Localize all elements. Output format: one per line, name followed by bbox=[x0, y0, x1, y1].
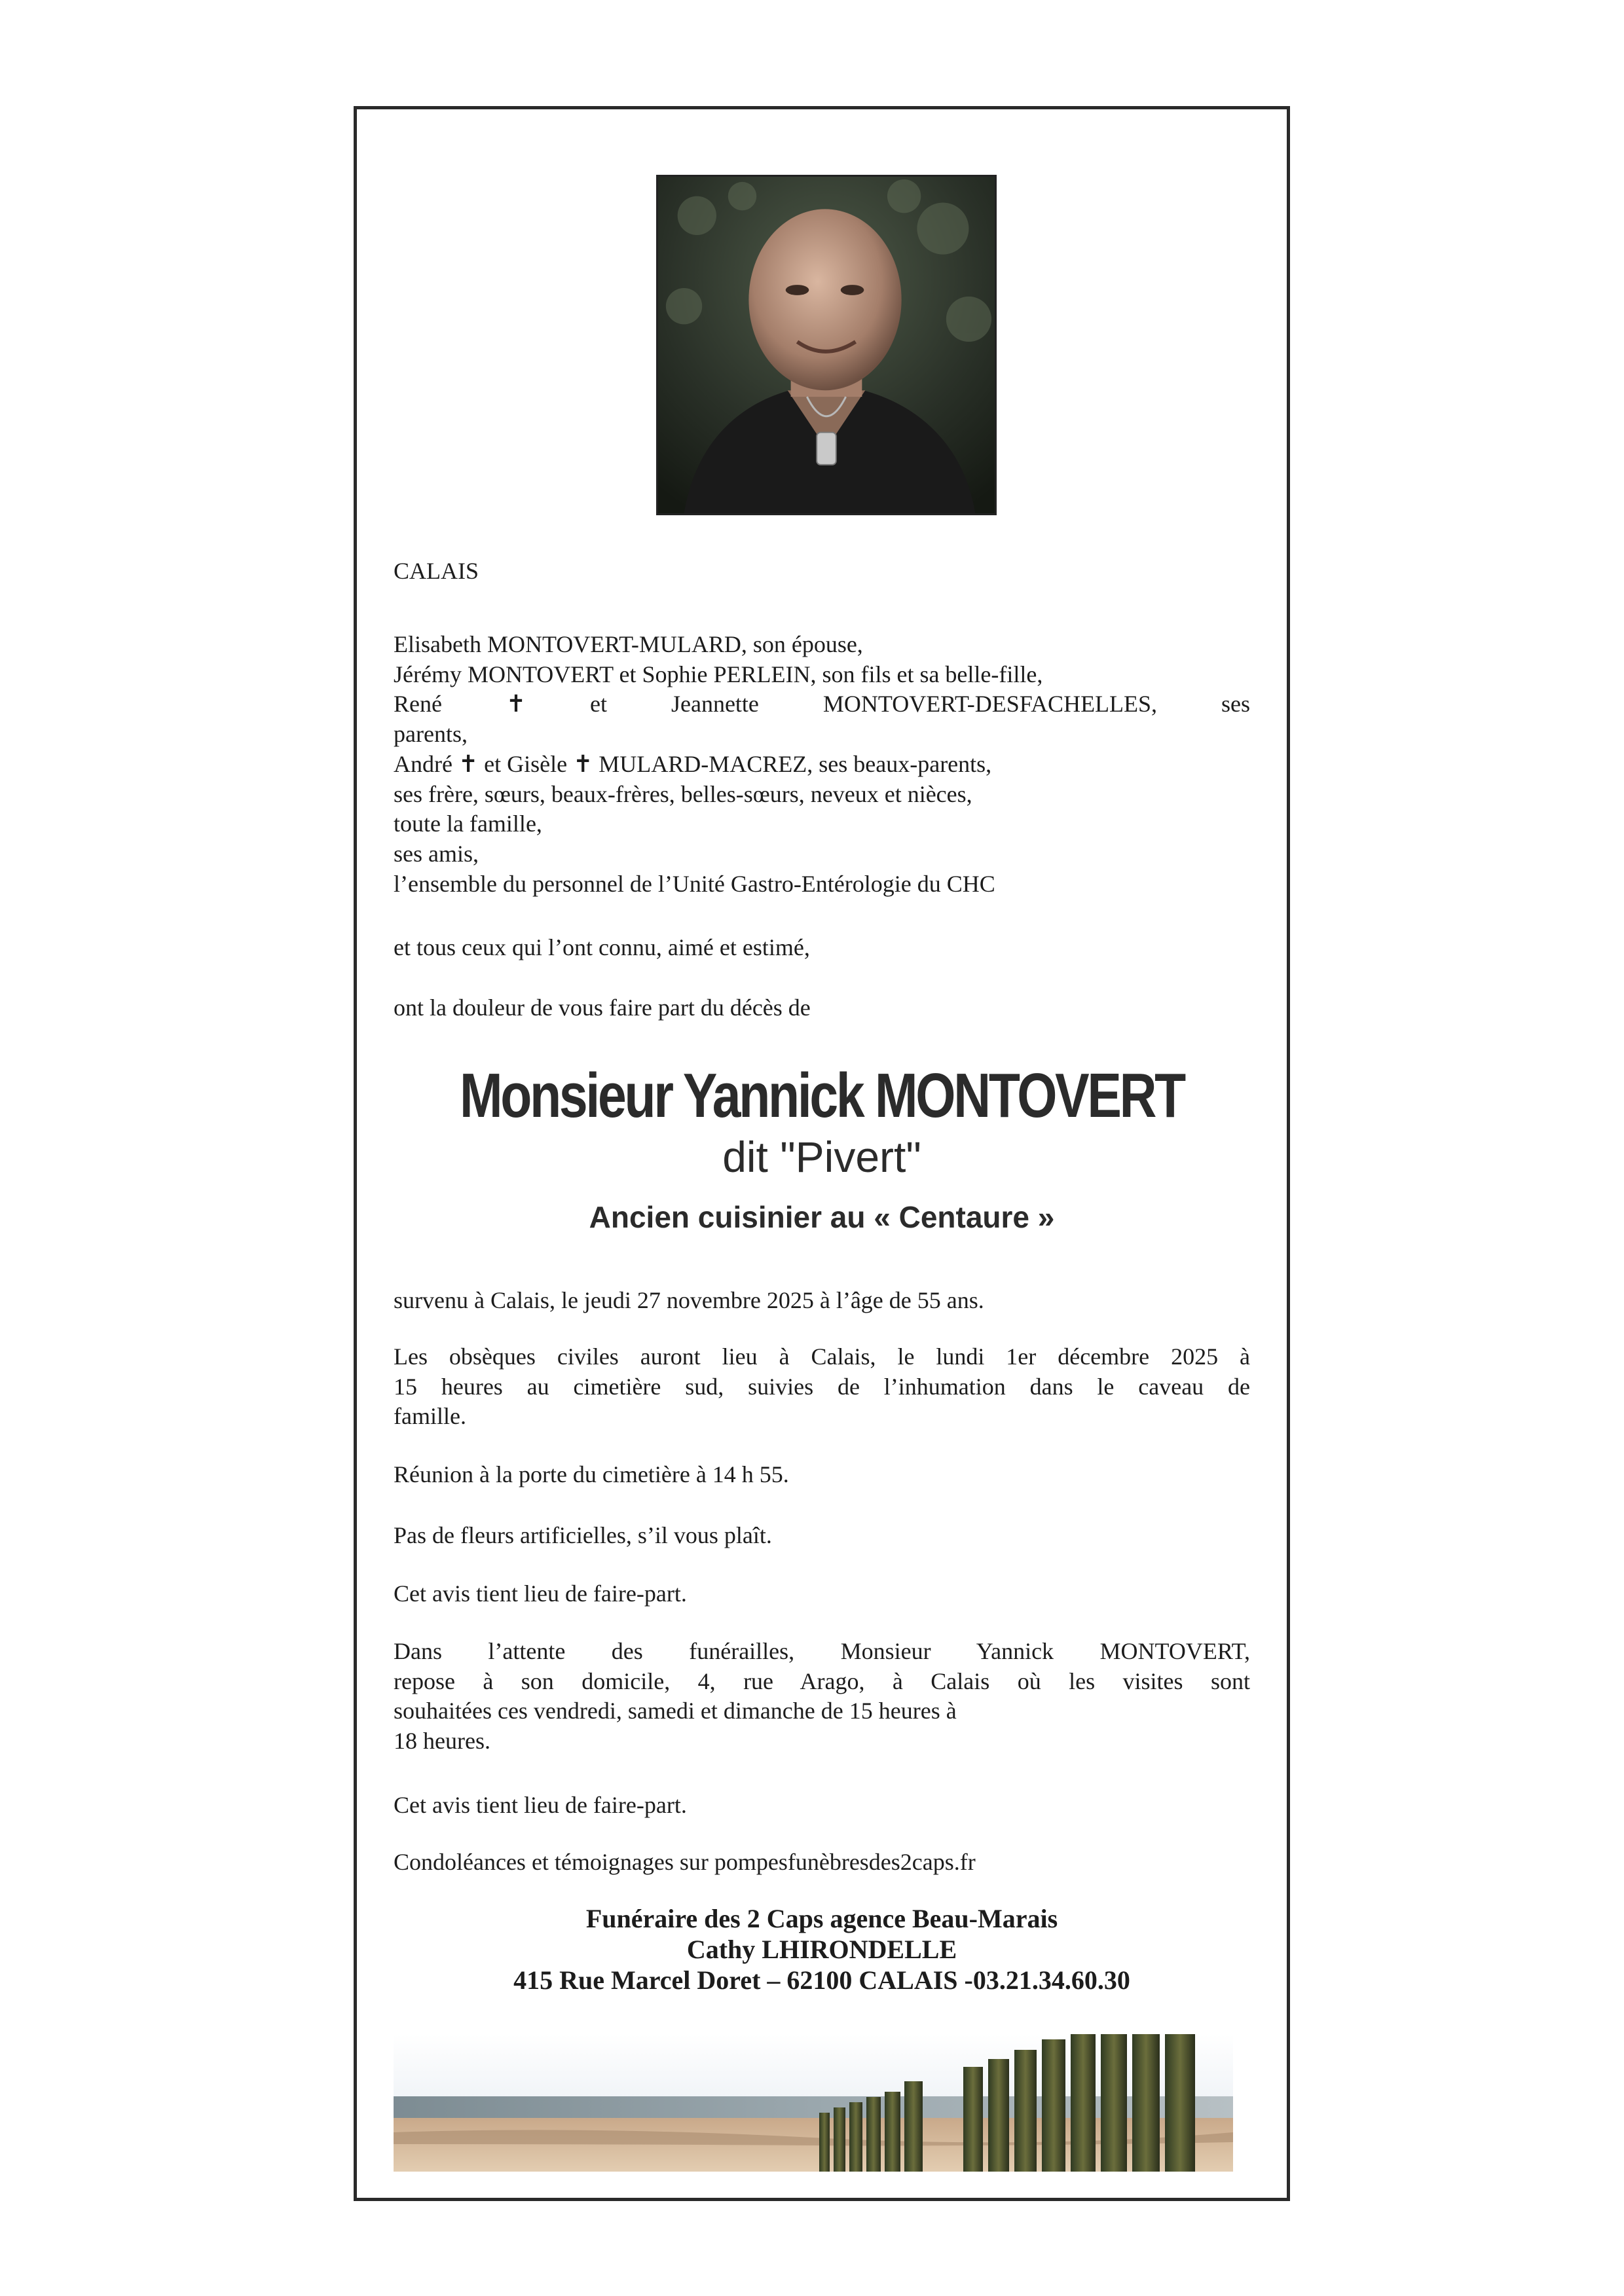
portrait-photo bbox=[656, 175, 997, 515]
viewing-line: Dans l’attente des funérailles, Monsieur Yannick MONTOVERT, bbox=[394, 1638, 1250, 1664]
agency-address: 415 Rue Marcel Doret – 62100 CALAIS -03.21.34.60.30 bbox=[513, 1965, 1130, 1995]
viewing-line: repose à son domicile, 4, rue Arago, à Calais où les visites sont bbox=[394, 1667, 1250, 1694]
flowers-line: Pas de fleurs artificielles, s’il vous plaît. bbox=[394, 1522, 772, 1548]
flowers-text bbox=[394, 1521, 1250, 1551]
beach-banner-image bbox=[394, 2034, 1233, 2172]
meeting-text bbox=[394, 1460, 1250, 1490]
family-list bbox=[394, 630, 1250, 899]
deceased-nickname: dit "Pivert" bbox=[722, 1133, 921, 1181]
death-text bbox=[394, 1286, 1250, 1316]
family-line: parents, bbox=[394, 721, 468, 748]
funeral-line: Les obsèques civiles auront lieu à Calais, le lundi 1er décembre 2025 à bbox=[394, 1343, 1250, 1370]
family-line: toute la famille, bbox=[394, 811, 542, 837]
family-name: André bbox=[394, 750, 452, 777]
family-line: Jérémy MONTOVERT et Sophie PERLEIN, son fils et sa belle-fille, bbox=[394, 661, 1043, 687]
notice-line: Cet avis tient lieu de faire-part. bbox=[394, 1580, 687, 1607]
family-name: et Gisèle bbox=[484, 750, 568, 777]
family-line: ses amis, bbox=[394, 841, 479, 867]
family-name: et Jeannette MONTOVERT-DESFACHELLES, ses bbox=[590, 691, 1250, 718]
family-name: René bbox=[394, 691, 442, 718]
family-line: l’ensemble du personnel de l’Unité Gastro-Entérologie du CHC bbox=[394, 870, 995, 897]
family-line bbox=[394, 689, 1250, 720]
cross-icon: ✝ bbox=[458, 750, 479, 778]
announcement-text bbox=[394, 993, 1250, 1023]
obituary-notice bbox=[354, 106, 1290, 2201]
location-heading bbox=[394, 556, 1250, 587]
funeral-line: famille. bbox=[394, 1403, 466, 1430]
cross-icon: ✝ bbox=[573, 750, 593, 778]
agency-block bbox=[357, 1903, 1287, 1996]
viewing-line: 18 heures. bbox=[394, 1728, 490, 1755]
agency-name: Funéraire des 2 Caps agence Beau-Marais bbox=[585, 1904, 1058, 1933]
viewing-line: souhaitées ces vendredi, samedi et dimanche de 15 heures à bbox=[394, 1698, 957, 1724]
agency-contact: Cathy LHIRONDELLE bbox=[686, 1935, 957, 1965]
location-text: CALAIS bbox=[394, 558, 479, 584]
deceased-occupation: Ancien cuisinier au « Centaure » bbox=[589, 1200, 1055, 1234]
others-text bbox=[394, 933, 1250, 963]
condolences-text bbox=[394, 1848, 1250, 1878]
cross-icon: ✝ bbox=[506, 691, 526, 718]
notice-line: Cet avis tient lieu de faire-part. bbox=[394, 1792, 687, 1818]
viewing-text bbox=[394, 1637, 1250, 1757]
funeral-line: 15 heures au cimetière sud, suivies de l’inhumation dans le caveau de bbox=[394, 1373, 1250, 1400]
deceased-name: Monsieur Yannick MONTOVERT bbox=[460, 1061, 1184, 1131]
condolences-line: Condoléances et témoignages sur pompesfunèbresdes2caps.fr bbox=[394, 1849, 976, 1875]
family-line bbox=[394, 750, 1250, 780]
family-line: Elisabeth MONTOVERT-MULARD, son épouse, bbox=[394, 631, 863, 657]
notice-text-2 bbox=[394, 1791, 1250, 1821]
others-line: et tous ceux qui l’ont connu, aimé et estimé, bbox=[394, 934, 810, 960]
funeral-text bbox=[394, 1342, 1250, 1432]
notice-text bbox=[394, 1579, 1250, 1609]
announcement-line: ont la douleur de vous faire part du décès de bbox=[394, 994, 811, 1021]
family-line: ses frère, sœurs, beaux-frères, belles-sœurs, neveux et nièces, bbox=[394, 780, 972, 807]
meeting-line: Réunion à la porte du cimetière à 14 h 55. bbox=[394, 1461, 789, 1487]
family-name: MULARD-MACREZ, ses beaux-parents, bbox=[599, 750, 992, 777]
death-line: survenu à Calais, le jeudi 27 novembre 2025 à l’âge de 55 ans. bbox=[394, 1287, 984, 1313]
